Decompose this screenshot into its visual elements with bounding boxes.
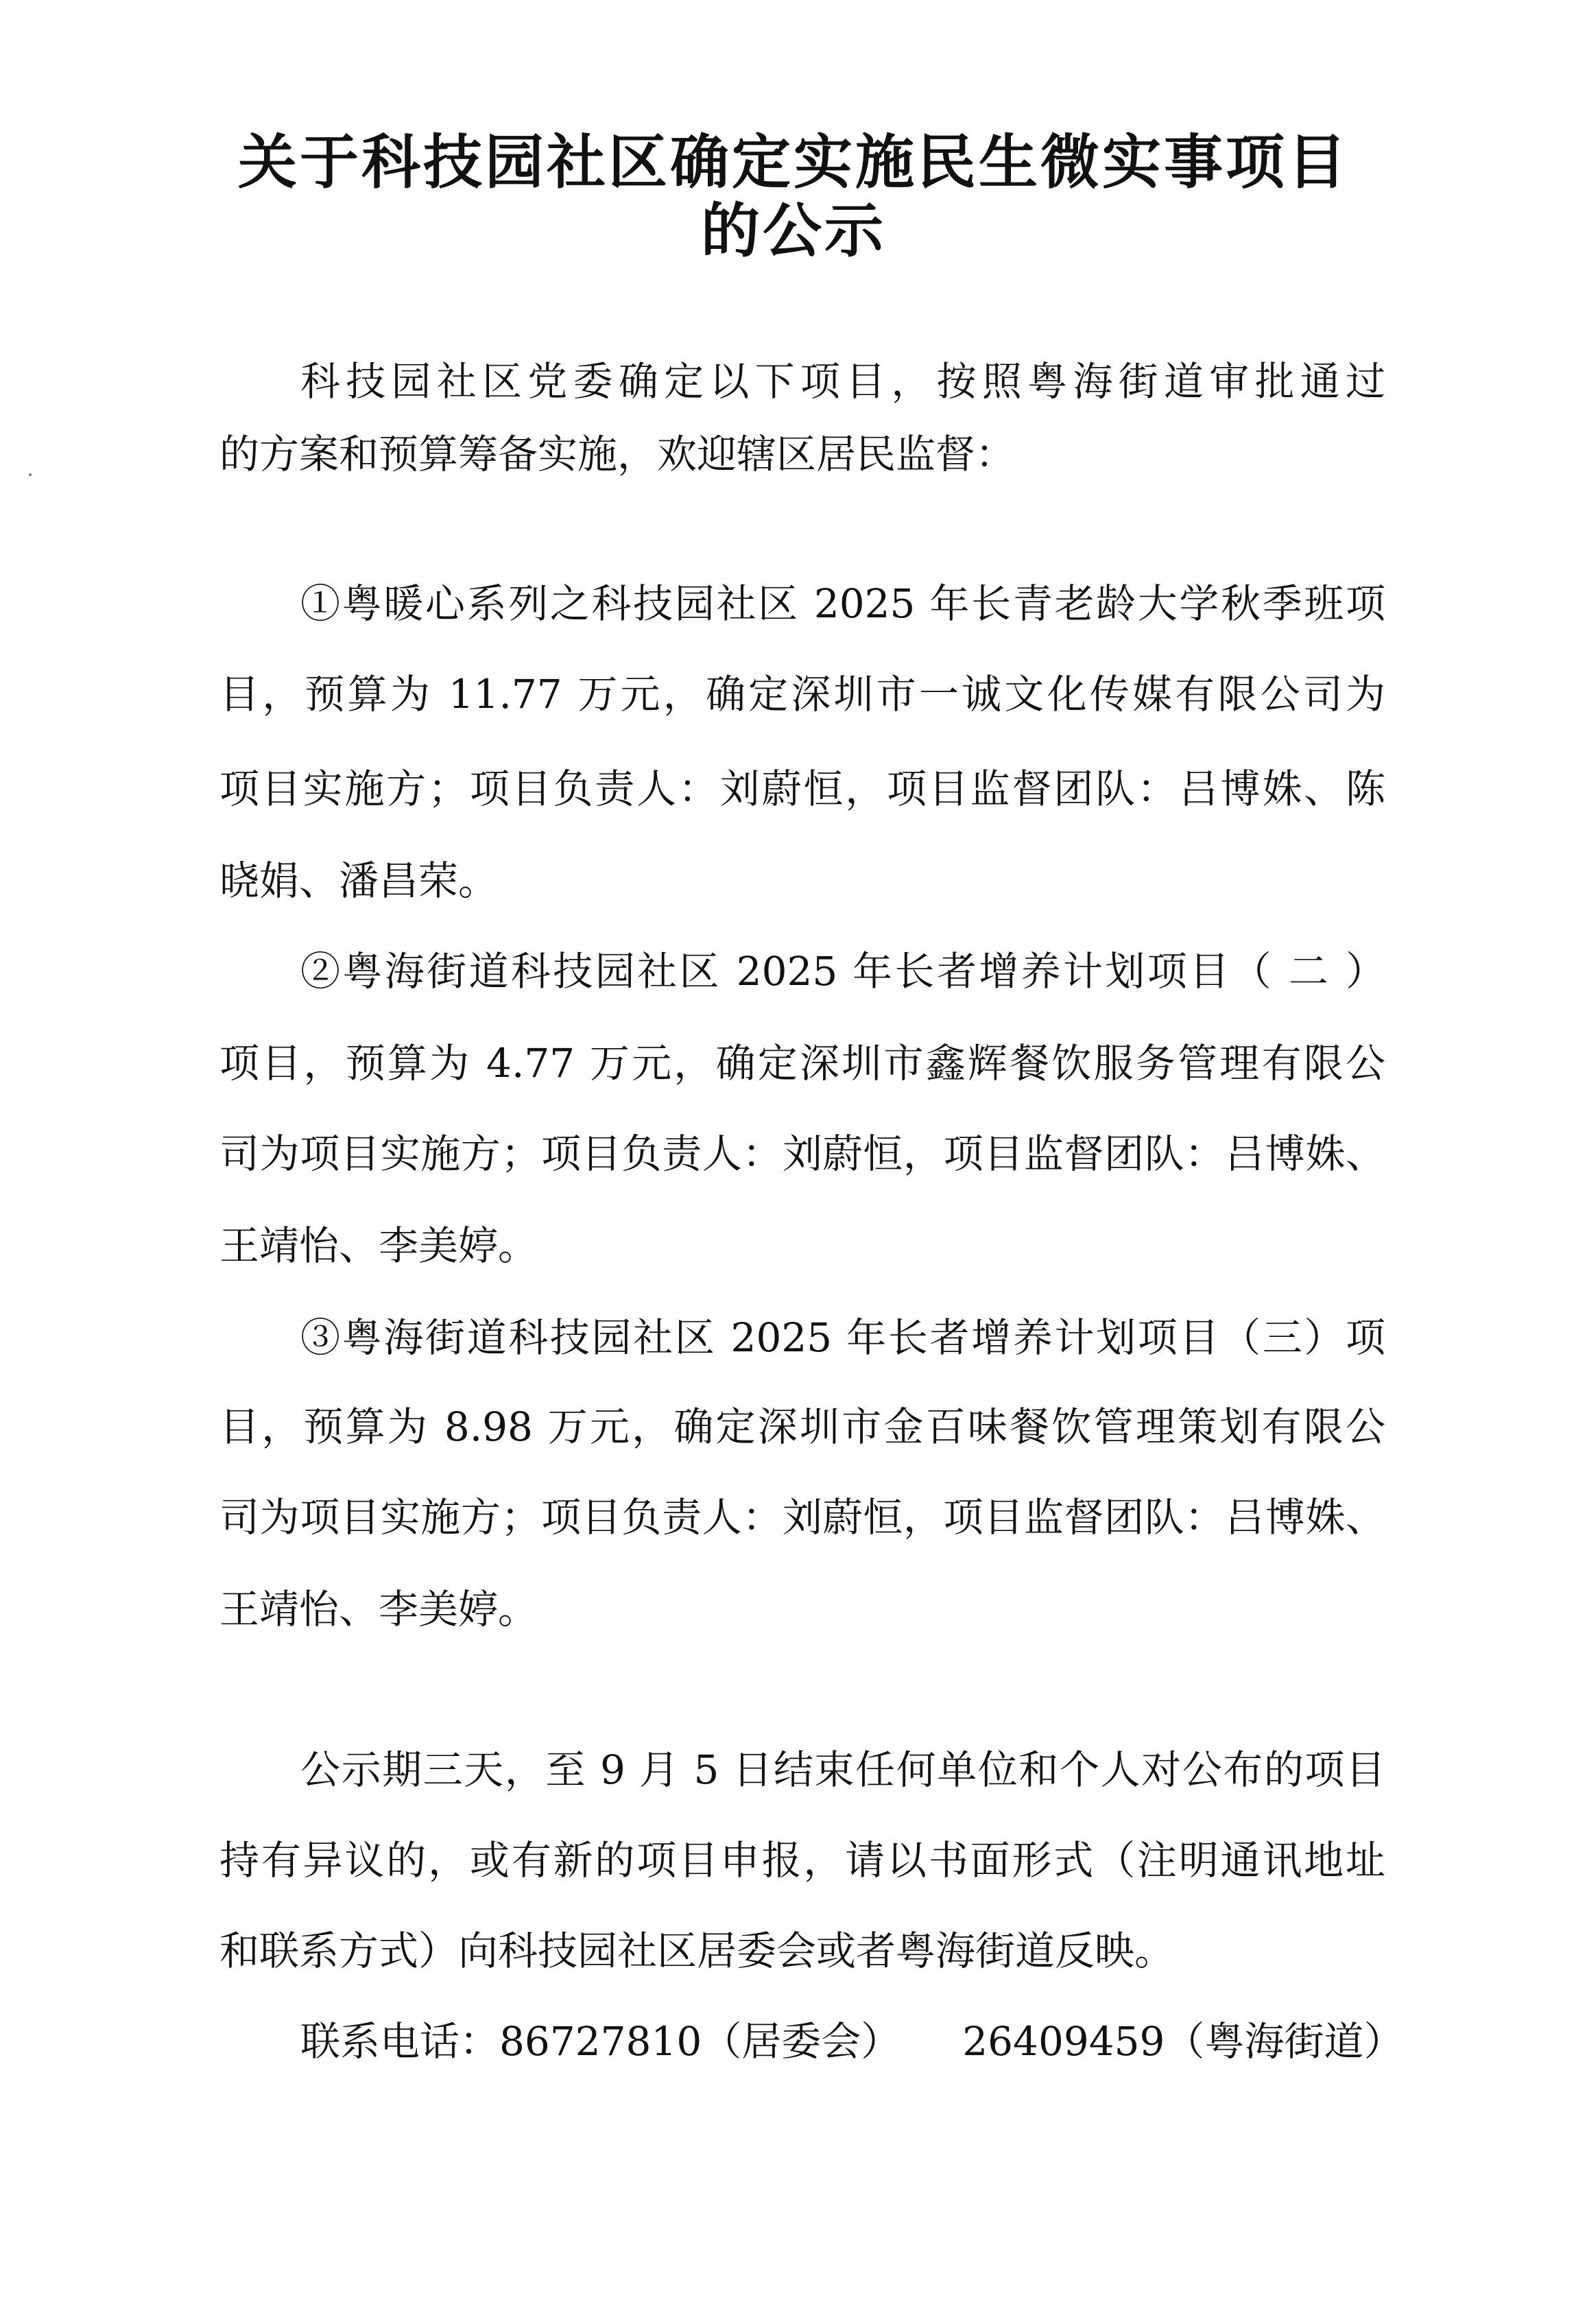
- item-3-line-3: 司为项目实施方；项目负责人：刘蔚恒，项目监督团队：吕博姝、: [219, 1494, 1385, 1541]
- item-2-line-1: ②粤海街道科技园社区 2025 年长者增养计划项目（ 二 ）: [300, 948, 1385, 995]
- item-3-line-4: 王靖怡、李美婷。: [219, 1586, 538, 1633]
- document-title-line-1: 关于科技园社区确定实施民生微实事项目: [238, 128, 1349, 197]
- item-1-line-1: ①粤暖心系列之科技园社区 2025 年长青老龄大学秋季班项: [300, 580, 1385, 627]
- item-1-line-4: 晓娟、潘昌荣。: [219, 857, 499, 904]
- intro-line-1: 科技园社区党委确定以下项目，按照粤海街道审批通过: [300, 358, 1385, 405]
- item-2-line-2: 项目，预算为 4.77 万元，确定深圳市鑫辉餐饮服务管理有限公: [219, 1040, 1385, 1087]
- item-1-line-3: 项目实施方；项目负责人：刘蔚恒，项目监督团队：吕博姝、陈: [219, 766, 1385, 812]
- contact-phone-committee: 86727810（居委会）: [499, 2018, 901, 2065]
- document-title-line-2: 的公示: [701, 197, 886, 265]
- item-3-line-1: ③粤海街道科技园社区 2025 年长者增养计划项目（三）项: [300, 1314, 1385, 1361]
- notice-line-2: 持有异议的，或有新的项目申报，请以书面形式（注明通讯地址: [219, 1837, 1385, 1884]
- intro-line-2: 的方案和预算筹备实施，欢迎辖区居民监督：: [219, 431, 1016, 477]
- item-3-line-2: 目，预算为 8.98 万元，确定深圳市金百味餐饮管理策划有限公: [219, 1403, 1385, 1450]
- notice-line-3: 和联系方式）向科技园社区居委会或者粤海街道反映。: [219, 1928, 1175, 1974]
- item-1-line-2: 目，预算为 11.77 万元，确定深圳市一诚文化传媒有限公司为: [219, 671, 1385, 718]
- contact-line: [300, 2014, 1404, 2069]
- item-2-line-4: 王靖怡、李美婷。: [219, 1222, 538, 1269]
- item-2-line-3: 司为项目实施方；项目负责人：刘蔚恒，项目监督团队：吕博姝、: [219, 1130, 1385, 1177]
- contact-label: 联系电话：: [300, 2018, 500, 2065]
- scan-speck: [29, 473, 32, 476]
- notice-line-1: 公示期三天，至 9 月 5 日结束任何单位和个人对公布的项目: [300, 1746, 1385, 1793]
- contact-phone-subdistrict: 26409459（粤海街道）: [962, 2018, 1404, 2065]
